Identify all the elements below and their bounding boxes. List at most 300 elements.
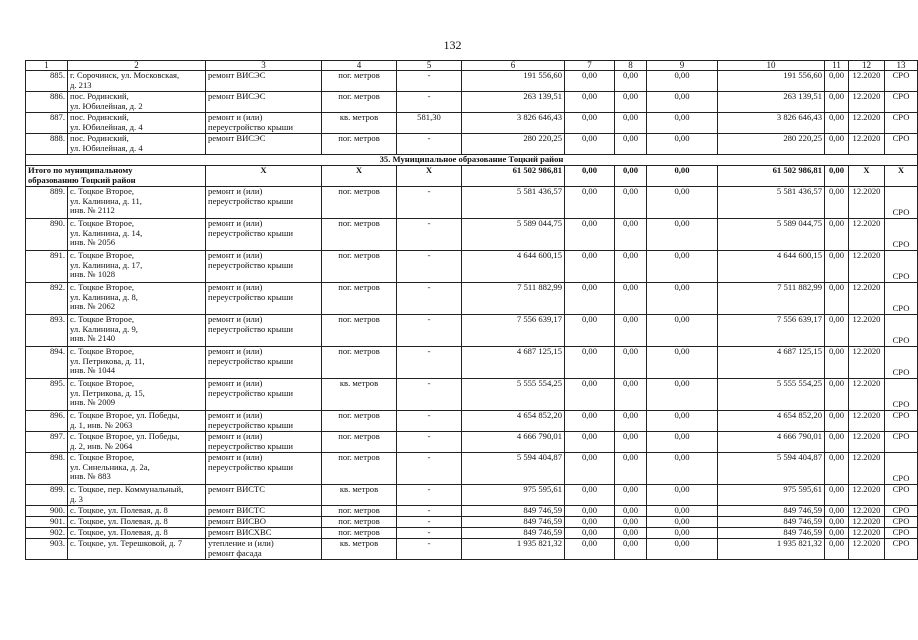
- deadline-cell: 12.2020: [849, 71, 885, 92]
- other-funds-cell: 0,00: [825, 347, 849, 379]
- total-cost-cell: 61 502 986,81: [462, 166, 565, 187]
- fund-cell: 0,00: [615, 411, 647, 432]
- fund-cell: 0,00: [615, 71, 647, 92]
- fund-cell: 0,00: [647, 219, 718, 251]
- method-cell: СРО: [885, 92, 918, 113]
- fund-cell: 0,00: [615, 187, 647, 219]
- deadline-cell: 12.2020: [849, 506, 885, 517]
- fund-cell: 0,00: [647, 528, 718, 539]
- quantity-cell: -: [397, 187, 462, 219]
- quantity-cell: -: [397, 539, 462, 560]
- deadline-cell: 12.2020: [849, 134, 885, 155]
- fund-cell: 0,00: [565, 517, 615, 528]
- fund-cell: 0,00: [647, 517, 718, 528]
- fund-cell: 0,00: [565, 315, 615, 347]
- quantity-cell: -: [397, 485, 462, 506]
- owner-funds-cell: 5 555 554,25: [718, 379, 825, 411]
- table-row: [26, 539, 918, 560]
- owner-funds-cell: 4 644 600,15: [718, 251, 825, 283]
- column-number-header: 4: [322, 61, 397, 71]
- column-number-header: 8: [615, 61, 647, 71]
- total-cost-cell: 849 746,59: [462, 506, 565, 517]
- address-cell: с. Тоцкое Второе, ул. Победы, д. 1, инв. № 2063: [68, 411, 206, 432]
- unit-cell: пог. метров: [322, 71, 397, 92]
- owner-funds-cell: 4 654 852,20: [718, 411, 825, 432]
- other-funds-cell: 0,00: [825, 71, 849, 92]
- unit-cell: пог. метров: [322, 411, 397, 432]
- table-row: [26, 517, 918, 528]
- column-number-header: 7: [565, 61, 615, 71]
- method-cell: СРО: [885, 134, 918, 155]
- unit-cell: кв. метров: [322, 539, 397, 560]
- row-number: 902.: [26, 528, 68, 539]
- method-cell: [885, 283, 918, 315]
- total-cost-cell: 849 746,59: [462, 517, 565, 528]
- column-number-header: 2: [68, 61, 206, 71]
- total-cost-cell: 5 581 436,57: [462, 187, 565, 219]
- deadline-cell: 12.2020: [849, 453, 885, 485]
- total-cell: 0,00: [825, 166, 849, 187]
- owner-funds-cell: 849 746,59: [718, 528, 825, 539]
- work-type-cell: ремонт ВИСХВС: [206, 528, 322, 539]
- method-cell: СРО: [885, 485, 918, 506]
- total-cost-cell: 263 139,51: [462, 92, 565, 113]
- work-type-cell: ремонт и (или) переустройство крыши: [206, 453, 322, 485]
- column-number-header: 1: [26, 61, 68, 71]
- method-cell: [885, 315, 918, 347]
- work-type-cell: ремонт и (или) переустройство крыши: [206, 379, 322, 411]
- fund-cell: 0,00: [647, 411, 718, 432]
- row-number: 898.: [26, 453, 68, 485]
- work-type-cell: ремонт ВИСЭС: [206, 134, 322, 155]
- row-number: 889.: [26, 187, 68, 219]
- row-number: 901.: [26, 517, 68, 528]
- address-cell: с. Тоцкое Второе, ул. Синельника, д. 2а, инв. № 883: [68, 453, 206, 485]
- total-cost-cell: 1 935 821,32: [462, 539, 565, 560]
- method-cell: [885, 187, 918, 219]
- address-cell: с. Тоцкое, ул. Полевая, д. 8: [68, 506, 206, 517]
- method-label: СРО: [892, 335, 910, 346]
- deadline-cell: 12.2020: [849, 251, 885, 283]
- total-cost-cell: 7 556 639,17: [462, 315, 565, 347]
- address-cell: с. Тоцкое Второе, ул. Калинина, д. 9, инв. № 2140: [68, 315, 206, 347]
- row-number: 899.: [26, 485, 68, 506]
- method-cell: [885, 251, 918, 283]
- column-number-header: 13: [885, 61, 918, 71]
- table-row: [26, 134, 918, 155]
- total-cell: 0,00: [565, 166, 615, 187]
- deadline-cell: 12.2020: [849, 528, 885, 539]
- method-label: СРО: [892, 239, 910, 250]
- address-cell: пос. Родинский, ул. Юбилейная, д. 4: [68, 113, 206, 134]
- row-number: 900.: [26, 506, 68, 517]
- fund-cell: 0,00: [647, 539, 718, 560]
- fund-cell: 0,00: [647, 187, 718, 219]
- fund-cell: 0,00: [647, 485, 718, 506]
- deadline-cell: 12.2020: [849, 187, 885, 219]
- total-cell: 0,00: [615, 166, 647, 187]
- fund-cell: 0,00: [565, 528, 615, 539]
- table-row: [26, 379, 918, 411]
- fund-cell: 0,00: [615, 539, 647, 560]
- fund-cell: 0,00: [565, 379, 615, 411]
- column-number-header-row: [26, 61, 918, 71]
- fund-cell: 0,00: [647, 347, 718, 379]
- quantity-cell: -: [397, 283, 462, 315]
- total-cost-cell: 4 654 852,20: [462, 411, 565, 432]
- total-owner-funds-cell: 61 502 986,81: [718, 166, 825, 187]
- column-number-header: 6: [462, 61, 565, 71]
- address-cell: с. Тоцкое, ул. Терешковой, д. 7: [68, 539, 206, 560]
- other-funds-cell: 0,00: [825, 432, 849, 453]
- deadline-cell: 12.2020: [849, 432, 885, 453]
- column-number-header: 3: [206, 61, 322, 71]
- method-cell: СРО: [885, 411, 918, 432]
- unit-cell: пог. метров: [322, 315, 397, 347]
- table-row: [26, 506, 918, 517]
- fund-cell: 0,00: [647, 134, 718, 155]
- total-cost-cell: 975 595,61: [462, 485, 565, 506]
- unit-cell: пог. метров: [322, 283, 397, 315]
- fund-cell: 0,00: [565, 453, 615, 485]
- unit-cell: пог. метров: [322, 219, 397, 251]
- other-funds-cell: 0,00: [825, 453, 849, 485]
- fund-cell: 0,00: [565, 134, 615, 155]
- fund-cell: 0,00: [647, 315, 718, 347]
- row-number: 888.: [26, 134, 68, 155]
- total-cost-cell: 5 594 404,87: [462, 453, 565, 485]
- address-cell: с. Тоцкое, ул. Полевая, д. 8: [68, 528, 206, 539]
- table-row: [26, 453, 918, 485]
- deadline-cell: 12.2020: [849, 411, 885, 432]
- deadline-cell: 12.2020: [849, 347, 885, 379]
- total-cost-cell: 191 556,60: [462, 71, 565, 92]
- owner-funds-cell: 975 595,61: [718, 485, 825, 506]
- work-type-cell: ремонт и (или) переустройство крыши: [206, 187, 322, 219]
- method-cell: СРО: [885, 113, 918, 134]
- owner-funds-cell: 849 746,59: [718, 506, 825, 517]
- work-type-cell: ремонт и (или) переустройство крыши: [206, 113, 322, 134]
- work-type-cell: ремонт и (или) переустройство крыши: [206, 219, 322, 251]
- table-row: [26, 251, 918, 283]
- owner-funds-cell: 4 687 125,15: [718, 347, 825, 379]
- fund-cell: 0,00: [565, 113, 615, 134]
- quantity-cell: -: [397, 347, 462, 379]
- table-row: [26, 283, 918, 315]
- fund-cell: 0,00: [565, 432, 615, 453]
- method-label: СРО: [892, 207, 910, 218]
- deadline-cell: 12.2020: [849, 379, 885, 411]
- deadline-cell: 12.2020: [849, 539, 885, 560]
- fund-cell: 0,00: [647, 71, 718, 92]
- other-funds-cell: 0,00: [825, 517, 849, 528]
- fund-cell: 0,00: [647, 113, 718, 134]
- total-cell: Х: [322, 166, 397, 187]
- address-cell: с. Тоцкое, ул. Полевая, д. 8: [68, 517, 206, 528]
- unit-cell: кв. метров: [322, 485, 397, 506]
- address-cell: пос. Родинский, ул. Юбилейная, д. 2: [68, 92, 206, 113]
- work-type-cell: утепление и (или) ремонт фасада: [206, 539, 322, 560]
- method-cell: СРО: [885, 539, 918, 560]
- row-number: 897.: [26, 432, 68, 453]
- quantity-cell: -: [397, 453, 462, 485]
- fund-cell: 0,00: [647, 283, 718, 315]
- unit-cell: пог. метров: [322, 517, 397, 528]
- method-cell: [885, 347, 918, 379]
- fund-cell: 0,00: [615, 517, 647, 528]
- deadline-cell: 12.2020: [849, 283, 885, 315]
- fund-cell: 0,00: [615, 113, 647, 134]
- total-cost-cell: 4 666 790,01: [462, 432, 565, 453]
- quantity-cell: -: [397, 517, 462, 528]
- work-type-cell: ремонт и (или) переустройство крыши: [206, 283, 322, 315]
- work-type-cell: ремонт ВИСЭС: [206, 92, 322, 113]
- deadline-cell: 12.2020: [849, 92, 885, 113]
- fund-cell: 0,00: [615, 315, 647, 347]
- table-row: [26, 528, 918, 539]
- table-row: [26, 485, 918, 506]
- total-cost-cell: 3 826 646,43: [462, 113, 565, 134]
- unit-cell: пог. метров: [322, 92, 397, 113]
- fund-cell: 0,00: [647, 432, 718, 453]
- method-cell: СРО: [885, 528, 918, 539]
- other-funds-cell: 0,00: [825, 251, 849, 283]
- owner-funds-cell: 5 589 044,75: [718, 219, 825, 251]
- fund-cell: 0,00: [615, 92, 647, 113]
- table-row: [26, 347, 918, 379]
- deadline-cell: 12.2020: [849, 113, 885, 134]
- municipality-total-row: [26, 166, 918, 187]
- table-row: [26, 411, 918, 432]
- owner-funds-cell: 191 556,60: [718, 71, 825, 92]
- unit-cell: кв. метров: [322, 113, 397, 134]
- work-type-cell: ремонт и (или) переустройство крыши: [206, 347, 322, 379]
- row-number: 895.: [26, 379, 68, 411]
- address-cell: с. Тоцкое Второе, ул. Петрикова, д. 11, инв. № 1044: [68, 347, 206, 379]
- total-cost-cell: 4 687 125,15: [462, 347, 565, 379]
- fund-cell: 0,00: [565, 219, 615, 251]
- quantity-cell: -: [397, 411, 462, 432]
- total-cost-cell: 7 511 882,99: [462, 283, 565, 315]
- fund-cell: 0,00: [615, 528, 647, 539]
- owner-funds-cell: 7 511 882,99: [718, 283, 825, 315]
- table-row: [26, 71, 918, 92]
- address-cell: с. Тоцкое Второе, ул. Калинина, д. 8, инв. № 2062: [68, 283, 206, 315]
- address-cell: г. Сорочинск, ул. Московская, д. 213: [68, 71, 206, 92]
- total-cost-cell: 280 220,25: [462, 134, 565, 155]
- method-label: СРО: [892, 473, 910, 484]
- quantity-cell: -: [397, 219, 462, 251]
- column-number-header: 9: [647, 61, 718, 71]
- unit-cell: пог. метров: [322, 251, 397, 283]
- owner-funds-cell: 1 935 821,32: [718, 539, 825, 560]
- table-row: [26, 315, 918, 347]
- work-type-cell: ремонт и (или) переустройство крыши: [206, 432, 322, 453]
- quantity-cell: -: [397, 92, 462, 113]
- deadline-cell: 12.2020: [849, 485, 885, 506]
- work-type-cell: ремонт ВИСЭС: [206, 71, 322, 92]
- other-funds-cell: 0,00: [825, 485, 849, 506]
- quantity-cell: -: [397, 528, 462, 539]
- row-number: 894.: [26, 347, 68, 379]
- method-cell: [885, 379, 918, 411]
- method-label: СРО: [892, 367, 910, 378]
- fund-cell: 0,00: [565, 411, 615, 432]
- fund-cell: 0,00: [565, 506, 615, 517]
- owner-funds-cell: 7 556 639,17: [718, 315, 825, 347]
- column-number-header: 11: [825, 61, 849, 71]
- fund-cell: 0,00: [615, 506, 647, 517]
- method-cell: СРО: [885, 71, 918, 92]
- other-funds-cell: 0,00: [825, 187, 849, 219]
- fund-cell: 0,00: [615, 453, 647, 485]
- owner-funds-cell: 280 220,25: [718, 134, 825, 155]
- fund-cell: 0,00: [615, 283, 647, 315]
- quantity-cell: -: [397, 251, 462, 283]
- fund-cell: 0,00: [647, 379, 718, 411]
- fund-cell: 0,00: [565, 71, 615, 92]
- address-cell: с. Тоцкое Второе, ул. Калинина, д. 14, инв. № 2056: [68, 219, 206, 251]
- owner-funds-cell: 4 666 790,01: [718, 432, 825, 453]
- owner-funds-cell: 849 746,59: [718, 517, 825, 528]
- quantity-cell: -: [397, 506, 462, 517]
- fund-cell: 0,00: [615, 485, 647, 506]
- total-cell: Х: [397, 166, 462, 187]
- unit-cell: пог. метров: [322, 134, 397, 155]
- other-funds-cell: 0,00: [825, 283, 849, 315]
- fund-cell: 0,00: [565, 92, 615, 113]
- unit-cell: пог. метров: [322, 432, 397, 453]
- address-cell: с. Тоцкое Второе, ул. Петрикова, д. 15, инв. № 2009: [68, 379, 206, 411]
- row-number: 891.: [26, 251, 68, 283]
- address-cell: с. Тоцкое, пер. Коммунальный, д. 3: [68, 485, 206, 506]
- fund-cell: 0,00: [647, 251, 718, 283]
- address-cell: с. Тоцкое Второе, ул. Калинина, д. 11, инв. № 2112: [68, 187, 206, 219]
- other-funds-cell: 0,00: [825, 506, 849, 517]
- method-label: СРО: [892, 271, 910, 282]
- row-number: 903.: [26, 539, 68, 560]
- fund-cell: 0,00: [565, 251, 615, 283]
- column-number-header: 5: [397, 61, 462, 71]
- other-funds-cell: 0,00: [825, 411, 849, 432]
- work-type-cell: ремонт ВИСТС: [206, 506, 322, 517]
- row-number: 887.: [26, 113, 68, 134]
- deadline-cell: 12.2020: [849, 315, 885, 347]
- other-funds-cell: 0,00: [825, 379, 849, 411]
- row-number: 885.: [26, 71, 68, 92]
- capital-repair-register-table: [25, 60, 918, 560]
- other-funds-cell: 0,00: [825, 92, 849, 113]
- work-type-cell: ремонт ВИСТС: [206, 485, 322, 506]
- total-cell: Х: [849, 166, 885, 187]
- fund-cell: 0,00: [615, 251, 647, 283]
- method-cell: СРО: [885, 517, 918, 528]
- unit-cell: пог. метров: [322, 453, 397, 485]
- address-cell: с. Тоцкое Второе, ул. Победы, д. 2, инв. № 2064: [68, 432, 206, 453]
- table-row: [26, 187, 918, 219]
- work-type-cell: ремонт и (или) переустройство крыши: [206, 411, 322, 432]
- quantity-cell: -: [397, 71, 462, 92]
- quantity-cell: -: [397, 315, 462, 347]
- owner-funds-cell: 5 594 404,87: [718, 453, 825, 485]
- address-cell: с. Тоцкое Второе, ул. Калинина, д. 17, инв. № 1028: [68, 251, 206, 283]
- row-number: 896.: [26, 411, 68, 432]
- fund-cell: 0,00: [647, 506, 718, 517]
- deadline-cell: 12.2020: [849, 517, 885, 528]
- quantity-cell: -: [397, 432, 462, 453]
- other-funds-cell: 0,00: [825, 539, 849, 560]
- fund-cell: 0,00: [565, 187, 615, 219]
- row-number: 893.: [26, 315, 68, 347]
- row-number: 886.: [26, 92, 68, 113]
- owner-funds-cell: 3 826 646,43: [718, 113, 825, 134]
- section-title: 35. Муниципальное образование Тоцкий район: [26, 155, 918, 166]
- total-cost-cell: 4 644 600,15: [462, 251, 565, 283]
- table-row: [26, 113, 918, 134]
- total-cell: Х: [206, 166, 322, 187]
- table-row: [26, 432, 918, 453]
- other-funds-cell: 0,00: [825, 315, 849, 347]
- table-row: [26, 219, 918, 251]
- unit-cell: пог. метров: [322, 347, 397, 379]
- fund-cell: 0,00: [615, 134, 647, 155]
- unit-cell: пог. метров: [322, 528, 397, 539]
- fund-cell: 0,00: [615, 432, 647, 453]
- fund-cell: 0,00: [615, 347, 647, 379]
- total-cell: 0,00: [647, 166, 718, 187]
- total-cell: Х: [885, 166, 918, 187]
- work-type-cell: ремонт ВИСВО: [206, 517, 322, 528]
- quantity-cell: -: [397, 134, 462, 155]
- column-number-header: 10: [718, 61, 825, 71]
- fund-cell: 0,00: [565, 283, 615, 315]
- other-funds-cell: 0,00: [825, 113, 849, 134]
- method-label: СРО: [892, 303, 910, 314]
- method-cell: СРО: [885, 506, 918, 517]
- deadline-cell: 12.2020: [849, 219, 885, 251]
- address-cell: пос. Родинский, ул. Юбилейная, д. 4: [68, 134, 206, 155]
- fund-cell: 0,00: [565, 539, 615, 560]
- fund-cell: 0,00: [647, 453, 718, 485]
- section-title-row: [26, 155, 918, 166]
- other-funds-cell: 0,00: [825, 219, 849, 251]
- column-number-header: 12: [849, 61, 885, 71]
- owner-funds-cell: 263 139,51: [718, 92, 825, 113]
- quantity-cell: -: [397, 379, 462, 411]
- fund-cell: 0,00: [647, 92, 718, 113]
- total-cost-cell: 5 555 554,25: [462, 379, 565, 411]
- total-cost-cell: 849 746,59: [462, 528, 565, 539]
- table-row: [26, 92, 918, 113]
- total-cost-cell: 5 589 044,75: [462, 219, 565, 251]
- fund-cell: 0,00: [565, 347, 615, 379]
- method-cell: СРО: [885, 432, 918, 453]
- unit-cell: пог. метров: [322, 506, 397, 517]
- page-number: 132: [443, 38, 462, 52]
- fund-cell: 0,00: [565, 485, 615, 506]
- method-cell: [885, 219, 918, 251]
- total-label: Итого по муниципальному образованию Тоцкий район: [26, 166, 206, 187]
- other-funds-cell: 0,00: [825, 528, 849, 539]
- row-number: 892.: [26, 283, 68, 315]
- row-number: 890.: [26, 219, 68, 251]
- owner-funds-cell: 5 581 436,57: [718, 187, 825, 219]
- other-funds-cell: 0,00: [825, 134, 849, 155]
- method-cell: [885, 453, 918, 485]
- quantity-cell: 581,30: [397, 113, 462, 134]
- unit-cell: пог. метров: [322, 187, 397, 219]
- unit-cell: кв. метров: [322, 379, 397, 411]
